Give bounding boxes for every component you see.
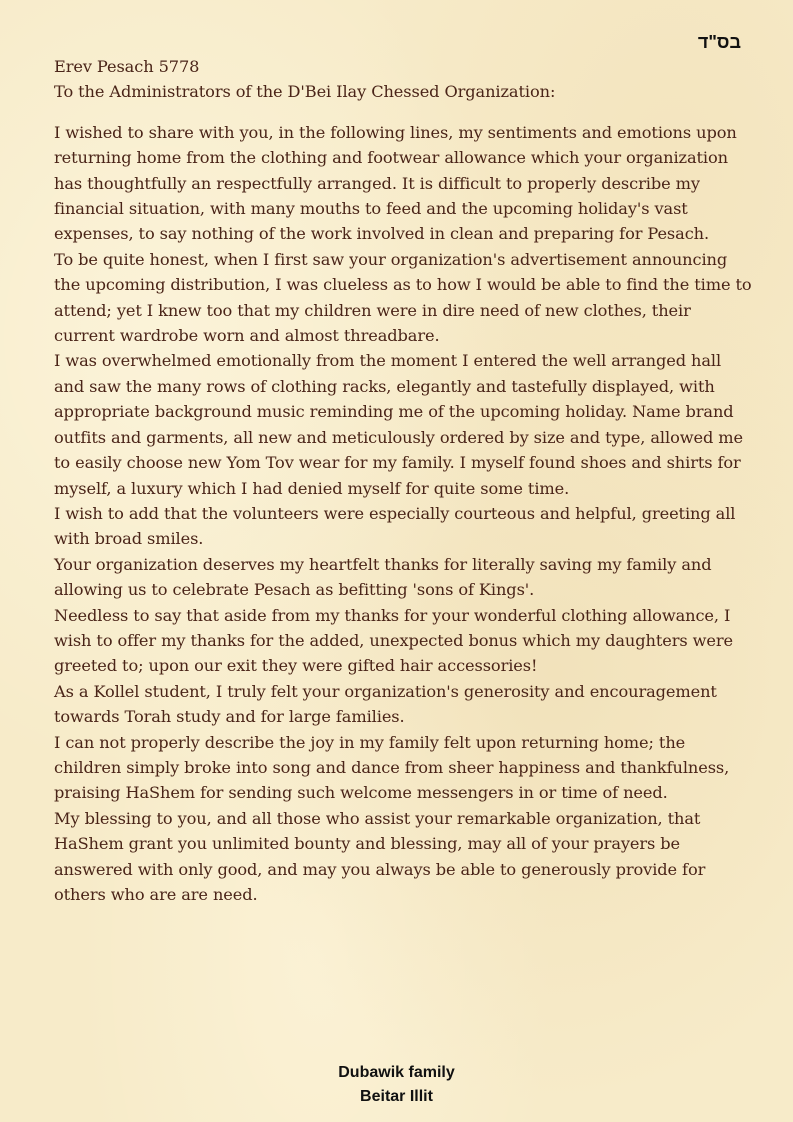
header-hebrew-mark: בס"ד	[697, 32, 741, 52]
paragraph: I was overwhelmed emotionally from the moment I entered the well arranged hall and saw the many rows of clothing racks, elegantly and tastefully displayed, with appropriate background music reminding me of the upcoming holiday. Name brand outfits and garments, all new and meticulously ordered by size and type, allowed me to easily choose new Yom Tov wear for my family. I myself found shoes and shirts for myself, a luxury which I had denied myself for quite some time.	[54, 351, 743, 498]
letter-paragraphs	[54, 120, 754, 908]
paragraph: I wish to add that the volunteers were especially courteous and helpful, greeting all with broad smiles.	[54, 503, 736, 549]
letter-body	[54, 54, 754, 907]
paragraph: Needless to say that aside from my thanks for your wonderful clothing allowance, I wish to offer my thanks for the added, unexpected bonus which my daughters were greeted to; upon our exit they were gifted hair accessories!	[54, 605, 733, 676]
letter-date: Erev Pesach 5778	[54, 57, 200, 76]
letter-opening	[54, 54, 754, 105]
paragraph: To be quite honest, when I first saw your organization's advertisement announcing the upcoming distribution, I was clueless as to how I would be able to find the time to attend; yet I knew too that my children were in dire need of new clothes, their current wardrobe worn and almost threadbare.	[54, 249, 752, 346]
signature-name: Dubawik family	[338, 1064, 455, 1081]
paragraph: Your organization deserves my heartfelt thanks for literally saving my family and allowing us to celebrate Pesach as befitting 'sons of Kings'.	[54, 554, 712, 600]
paragraph: My blessing to you, and all those who assist your remarkable organization, that HaShem grant you unlimited bounty and blessing, may all of your prayers be answered with only good, and may you always be able to generously provide for others who are are need.	[54, 808, 706, 904]
paragraph: I wished to share with you, in the following lines, my sentiments and emotions upon returning home from the clothing and footwear allowance which your organization has thoughtfully an respectfully arranged. It is difficult to properly describe my financial situation, with many mouths to feed and the upcoming holiday's vast expenses, to say nothing of the work involved in clean and preparing for Pesach.	[54, 122, 737, 244]
letter-salutation: To the Administrators of the D'Bei Ilay Chessed Organization:	[54, 82, 556, 102]
signature-location: Beitar Illit	[360, 1088, 433, 1105]
paragraph: I can not properly describe the joy in my family felt upon returning home; the children simply broke into song and dance from sheer happiness and thankfulness, praising HaShem for sending such welcome messengers in or time of need.	[54, 732, 730, 803]
signature-block	[0, 1061, 793, 1109]
paragraph: As a Kollel student, I truly felt your organization's generosity and encouragement towards Torah study and for large families.	[54, 681, 717, 727]
